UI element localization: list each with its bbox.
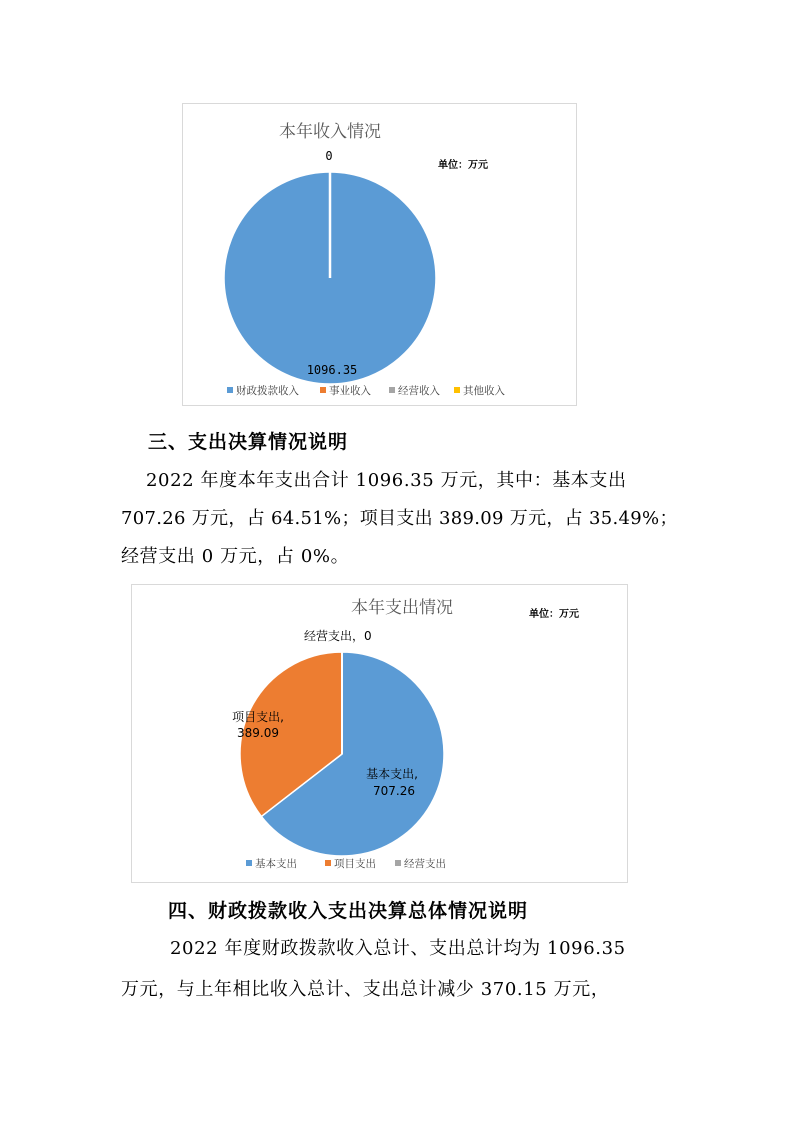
expense-pie-chart [131, 584, 628, 883]
legend-item: 事业收入 [329, 385, 371, 397]
chart-title: 本年收入情况 [279, 122, 381, 142]
income-pie-svg [183, 104, 578, 407]
paragraph-line: 经营支出 0 万元，占 0%。 [121, 546, 350, 567]
legend-swatch [395, 860, 401, 866]
paragraph-line: 万元，与上年相比收入总计、支出总计减少 370.15 万元， [121, 979, 610, 1000]
expense-pie-svg [132, 585, 629, 884]
chart-title: 本年支出情况 [351, 598, 453, 618]
paragraph-line: 2022 年度本年支出合计 1096.35 万元，其中：基本支出 [146, 470, 627, 491]
pie-slices [224, 172, 436, 384]
section-heading-expense: 三、支出决算情况说明 [148, 431, 349, 453]
legend-item: 财政拨款收入 [236, 385, 299, 397]
legend [227, 384, 505, 397]
pie-slices [240, 652, 444, 856]
slice-label-basic-value: 707.26 [373, 784, 415, 798]
legend-swatch [227, 387, 233, 393]
income-pie-chart [182, 103, 577, 406]
slice-label-project-name: 项目支出, [232, 710, 284, 724]
paragraph-line: 707.26 万元，占 64.51%；项目支出 389.09 万元，占 35.49%； [121, 508, 678, 529]
unit-label: 单位：万元 [529, 609, 579, 620]
section-heading-fiscal: 四、财政拨款收入支出决算总体情况说明 [168, 900, 529, 922]
slice-label-operating: 经营支出，0 [304, 629, 372, 643]
legend-swatch [454, 387, 460, 393]
legend [246, 857, 446, 870]
slice-label-fiscal-appropriation: 1096.35 [306, 363, 358, 377]
legend-item: 项目支出 [334, 858, 376, 870]
slice-label-other-income: 0 [325, 149, 333, 163]
slice-label-basic-name: 基本支出, [366, 767, 418, 781]
unit-label: 单位：万元 [438, 160, 488, 171]
legend-swatch [325, 860, 331, 866]
legend-swatch [389, 387, 395, 393]
paragraph-line: 2022 年度财政拨款收入总计、支出总计均为 1096.35 [170, 938, 626, 959]
legend-item: 经营支出 [404, 858, 446, 870]
slice-label-project-value: 389.09 [237, 726, 279, 740]
legend-swatch [320, 387, 326, 393]
legend-item: 经营收入 [398, 385, 440, 397]
legend-item: 其他收入 [463, 385, 505, 397]
legend-swatch [246, 860, 252, 866]
legend-item: 基本支出 [255, 858, 297, 870]
